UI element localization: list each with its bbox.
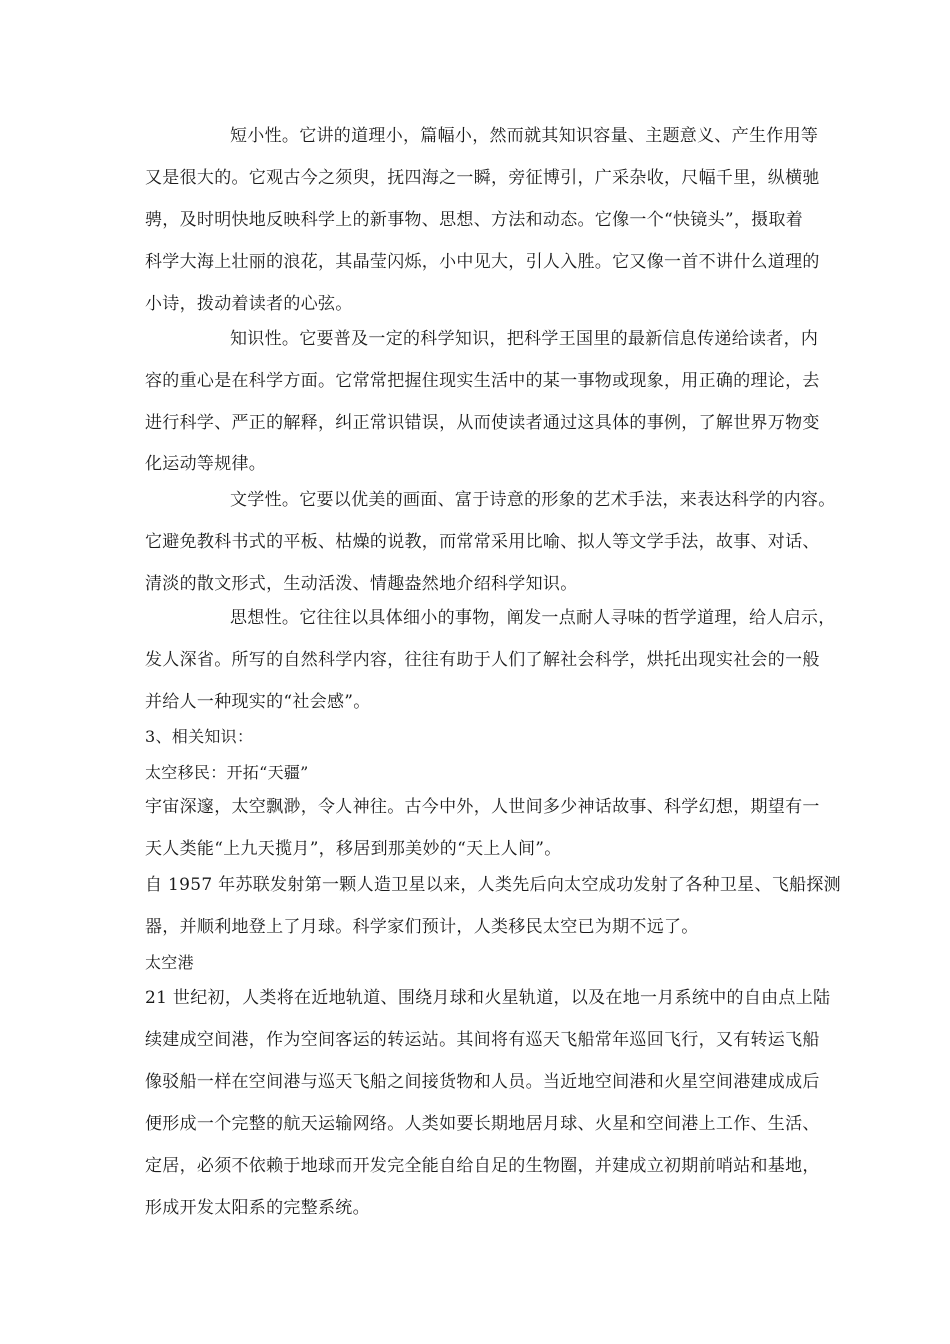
paragraph-line: 进行科学、严正的解释，纠正常识错误，从而使读者通过这具体的事例，了解世界万物变 xyxy=(145,413,820,433)
topic-title: 太空移民：开拓“天疆” xyxy=(145,763,309,782)
paragraph-line: 发人深省。所写的自然科学内容，往往有助于人们了解社会科学，烘托出现实社会的一般 xyxy=(145,650,820,670)
paragraph-line: 清淡的散文形式，生动活泼、情趣盎然地介绍科学知识。 xyxy=(145,574,578,594)
paragraph-line: 容的重心是在科学方面。它常常把握住现实生活中的某一事物或现象，用正确的理论，去 xyxy=(145,371,820,391)
paragraph-line: 器，并顺利地登上了月球。科学家们预计，人类移民太空已为期不远了。 xyxy=(145,917,699,937)
paragraph-line: 文学性。它要以优美的画面、富于诗意的形象的艺术手法，来表达科学的内容。 xyxy=(230,490,836,510)
paragraph-line: 便形成一个完整的航天运输网络。人类如要长期地居月球、火星和空间港上工作、生活、 xyxy=(145,1114,820,1134)
section-heading: 3、相关知识： xyxy=(145,727,254,746)
paragraph-line: 科学大海上壮丽的浪花，其晶莹闪烁，小中见大，引人入胜。它又像一首不讲什么道理的 xyxy=(145,252,820,272)
paragraph-line: 21 世纪初，人类将在近地轨道、围绕月球和火星轨道，以及在地一月系统中的自由点上陆 xyxy=(145,988,831,1008)
paragraph-line: 它避免教科书式的平板、枯燥的说教，而常常采用比喻、拟人等文学手法，故事、对话、 xyxy=(145,532,820,552)
paragraph-line: 骋，及时明快地反映科学上的新事物、思想、方法和动态。它像一个“快镜头”，摄取着 xyxy=(145,210,804,230)
paragraph-line: 天人类能“上九天揽月”，移居到那美妙的“天上人间”。 xyxy=(145,839,562,859)
paragraph-line: 短小性。它讲的道理小，篇幅小，然而就其知识容量、主题意义、产生作用等 xyxy=(230,126,819,146)
paragraph-line: 知识性。它要普及一定的科学知识，把科学王国里的最新信息传递给读者，内 xyxy=(230,329,819,349)
paragraph-line: 形成开发太阳系的完整系统。 xyxy=(145,1198,370,1218)
paragraph-line: 并给人一种现实的“社会感”。 xyxy=(145,692,371,712)
paragraph-line: 化运动等规律。 xyxy=(145,454,267,474)
topic-title: 太空港 xyxy=(145,953,194,972)
paragraph-line: 定居，必须不依赖于地球而开发完全能自给自足的生物圈，并建成立初期前哨站和基地， xyxy=(145,1156,820,1176)
paragraph-line: 宇宙深邃，太空飘渺，令人神往。古今中外，人世间多少神话故事、科学幻想，期望有一 xyxy=(145,797,820,817)
paragraph-line: 思想性。它往往以具体细小的事物，阐发一点耐人寻味的哲学道理，给人启示， xyxy=(230,608,836,628)
paragraph-line: 像驳船一样在空间港与巡天飞船之间接货物和人员。当近地空间港和火星空间港建成成后 xyxy=(145,1072,820,1092)
paragraph-line: 续建成空间港，作为空间客运的转运站。其间将有巡天飞船常年巡回飞行，又有转运飞船 xyxy=(145,1030,820,1050)
paragraph-line: 又是很大的。它观古今之须臾，抚四海之一瞬，旁征博引，广采杂收，尺幅千里，纵横驰 xyxy=(145,168,820,188)
paragraph-line: 自 1957 年苏联发射第一颗人造卫星以来，人类先后向太空成功发射了各种卫星、飞船探测 xyxy=(145,875,841,895)
paragraph-line: 小诗，拨动着读者的心弦。 xyxy=(145,294,353,314)
